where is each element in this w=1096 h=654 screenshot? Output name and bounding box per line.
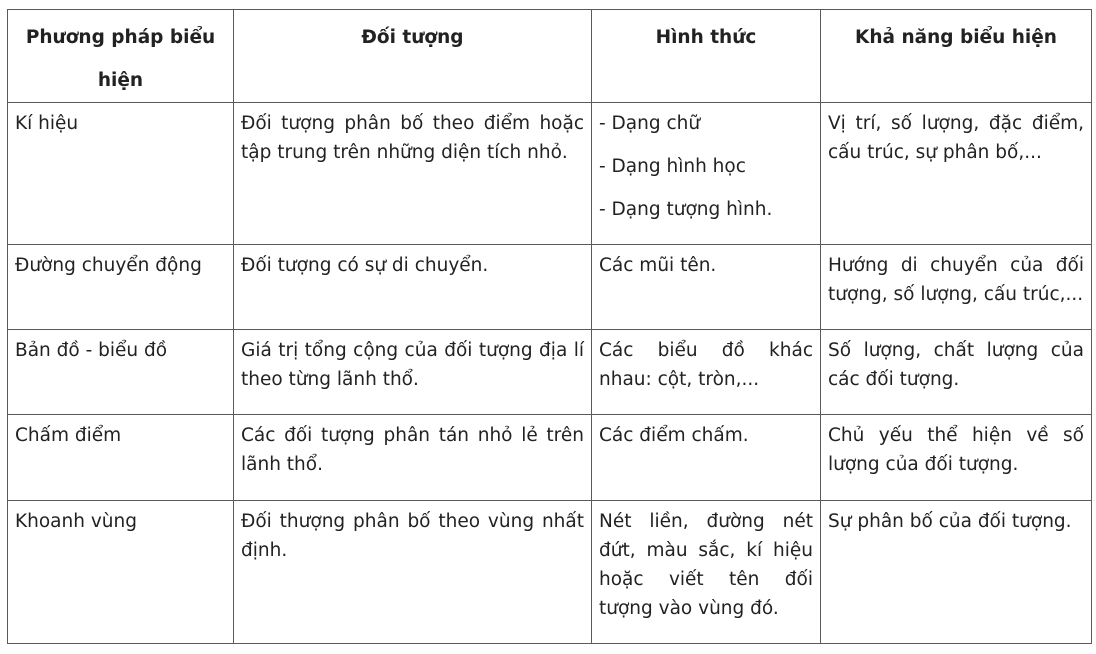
cell-form: Các điểm chấm. xyxy=(592,415,821,501)
cell-object: Đối tượng có sự di chuyển. xyxy=(234,245,592,330)
cell-object: Đối thượng phân bố theo vùng nhất định. xyxy=(234,501,592,644)
cell-capability: Sự phân bố của đối tượng. xyxy=(821,501,1092,644)
form-item: - Dạng chữ xyxy=(599,113,701,134)
table-row xyxy=(8,245,1092,330)
form-item: - Dạng tượng hình. xyxy=(599,199,773,220)
cell-form xyxy=(592,103,821,245)
table-row xyxy=(8,415,1092,501)
cell-form: Các biểu đồ khác nhau: cột, tròn,... xyxy=(592,330,821,415)
table-row xyxy=(8,330,1092,415)
header-object: Đối tượng xyxy=(234,10,592,103)
cell-capability: Vị trí, số lượng, đặc điểm, cấu trúc, sự phân bố,... xyxy=(821,103,1092,245)
form-item: - Dạng hình học xyxy=(599,156,746,177)
cell-object: Giá trị tổng cộng của đối tượng địa lí theo từng lãnh thổ. xyxy=(234,330,592,415)
cell-method: Đường chuyển động xyxy=(8,245,234,330)
cell-object: Đối tượng phân bố theo điểm hoặc tập trung trên những diện tích nhỏ. xyxy=(234,103,592,245)
cell-method: Bản đồ - biểu đồ xyxy=(8,330,234,415)
cell-method: Kí hiệu xyxy=(8,103,234,245)
header-capability: Khả năng biểu hiện xyxy=(821,10,1092,103)
cell-capability: Chủ yếu thể hiện về số lượng của đối tượng. xyxy=(821,415,1092,501)
cell-capability: Hướng di chuyển của đối tượng, số lượng, cấu trúc,... xyxy=(821,245,1092,330)
map-methods-table xyxy=(7,9,1092,644)
header-form: Hình thức xyxy=(592,10,821,103)
cell-form: Nét liền, đường nét đứt, màu sắc, kí hiệu hoặc viết tên đối tượng vào vùng đó. xyxy=(592,501,821,644)
header-method: Phương pháp biểu hiện xyxy=(8,10,234,103)
table-row xyxy=(8,501,1092,644)
table-header-row xyxy=(8,10,1092,103)
table-row xyxy=(8,103,1092,245)
cell-object: Các đối tượng phân tán nhỏ lẻ trên lãnh thổ. xyxy=(234,415,592,501)
cell-method: Chấm điểm xyxy=(8,415,234,501)
cell-capability: Số lượng, chất lượng của các đối tượng. xyxy=(821,330,1092,415)
cell-method: Khoanh vùng xyxy=(8,501,234,644)
cell-form: Các mũi tên. xyxy=(592,245,821,330)
